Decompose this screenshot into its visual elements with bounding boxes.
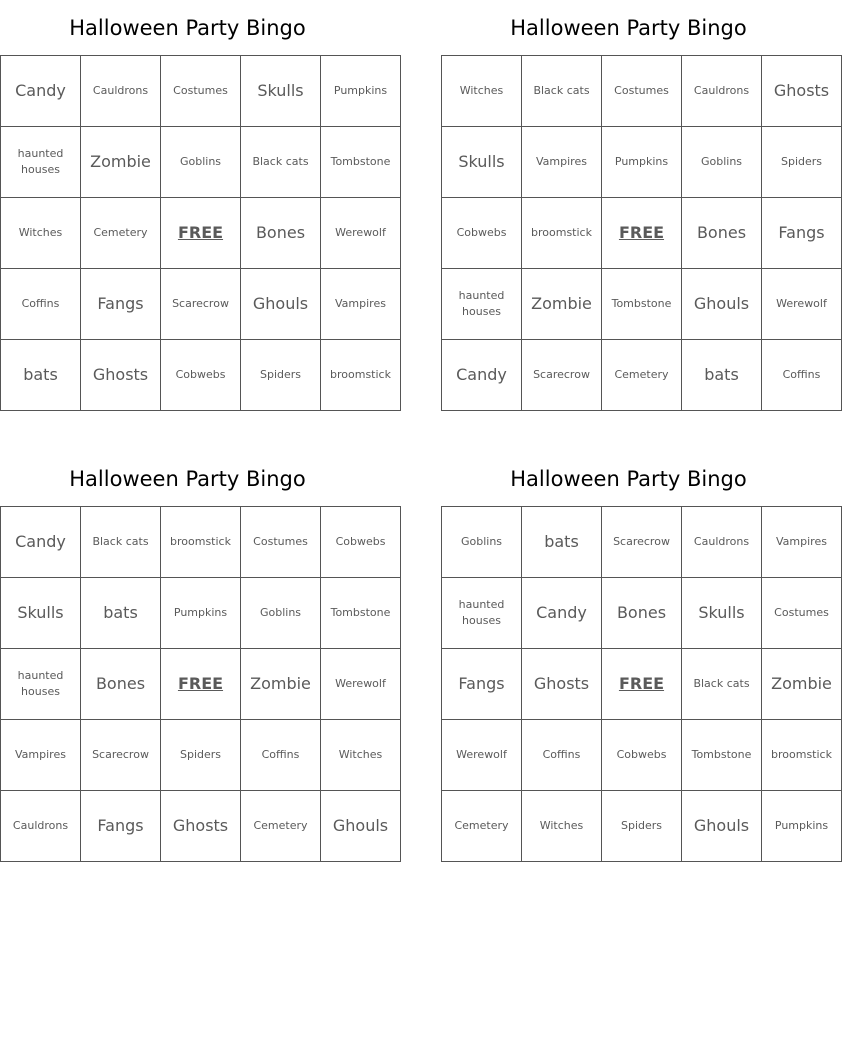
bingo-cell: Cauldrons — [1, 791, 81, 862]
bingo-grid — [441, 506, 842, 862]
bingo-cell: Tombstone — [321, 127, 401, 198]
bingo-row — [442, 198, 842, 269]
bingo-cell: Fangs — [81, 269, 161, 340]
bingo-row — [442, 127, 842, 198]
bingo-cell: Tombstone — [682, 720, 762, 791]
bingo-cell: bats — [1, 340, 81, 411]
bingo-cell: Skulls — [442, 127, 522, 198]
bingo-row — [1, 198, 401, 269]
bingo-cell: Coffins — [241, 720, 321, 791]
bingo-cell: Skulls — [1, 578, 81, 649]
bingo-cell: Pumpkins — [602, 127, 682, 198]
bingo-cell: broomstick — [522, 198, 602, 269]
bingo-cell: Spiders — [161, 720, 241, 791]
bingo-row — [442, 56, 842, 127]
bingo-grid — [0, 506, 401, 862]
bingo-cell: Candy — [442, 340, 522, 411]
bingo-cell: Ghouls — [241, 269, 321, 340]
bingo-cell: Cemetery — [442, 791, 522, 862]
bingo-row — [1, 507, 401, 578]
bingo-cell: Ghosts — [762, 56, 842, 127]
bingo-cell: Cobwebs — [161, 340, 241, 411]
bingo-cell: Black cats — [682, 649, 762, 720]
bingo-row — [442, 340, 842, 411]
bingo-cell: Costumes — [602, 56, 682, 127]
bingo-cell: Coffins — [1, 269, 81, 340]
card-title: Halloween Party Bingo — [69, 16, 306, 40]
bingo-row — [442, 507, 842, 578]
free-space: FREE — [602, 198, 682, 269]
free-space: FREE — [602, 649, 682, 720]
bingo-cell: haunted houses — [442, 269, 522, 340]
bingo-row — [1, 649, 401, 720]
bingo-cell: Costumes — [161, 56, 241, 127]
bingo-cell: haunted houses — [1, 649, 81, 720]
bingo-cell: bats — [81, 578, 161, 649]
bingo-row — [442, 649, 842, 720]
bingo-cell: Vampires — [321, 269, 401, 340]
bingo-cell: Zombie — [762, 649, 842, 720]
bingo-cell: Costumes — [241, 507, 321, 578]
bingo-cell: broomstick — [762, 720, 842, 791]
bingo-cell: Goblins — [682, 127, 762, 198]
bingo-cell: Fangs — [81, 791, 161, 862]
bingo-row — [442, 720, 842, 791]
bingo-cell: Ghosts — [81, 340, 161, 411]
bingo-cell: Cobwebs — [442, 198, 522, 269]
bingo-cell: Spiders — [602, 791, 682, 862]
bingo-cell: Scarecrow — [602, 507, 682, 578]
bingo-cell: Zombie — [81, 127, 161, 198]
bingo-cell: Cauldrons — [81, 56, 161, 127]
bingo-row — [1, 340, 401, 411]
bingo-cell: Cemetery — [602, 340, 682, 411]
bingo-cell: Bones — [602, 578, 682, 649]
bingo-cell: Pumpkins — [762, 791, 842, 862]
bingo-cell: Cemetery — [241, 791, 321, 862]
bingo-cell: broomstick — [161, 507, 241, 578]
bingo-cell: Tombstone — [602, 269, 682, 340]
bingo-cell: Ghouls — [682, 791, 762, 862]
bingo-cell: bats — [522, 507, 602, 578]
bingo-row — [442, 791, 842, 862]
card-title: Halloween Party Bingo — [510, 467, 747, 491]
bingo-row — [442, 578, 842, 649]
bingo-cell: Zombie — [522, 269, 602, 340]
bingo-row — [1, 791, 401, 862]
bingo-cell: Scarecrow — [161, 269, 241, 340]
bingo-cell: Cauldrons — [682, 56, 762, 127]
bingo-cell: Ghosts — [522, 649, 602, 720]
bingo-row — [1, 269, 401, 340]
bingo-cell: Vampires — [762, 507, 842, 578]
bingo-cell: Zombie — [241, 649, 321, 720]
bingo-cell: Ghosts — [161, 791, 241, 862]
bingo-row — [1, 127, 401, 198]
bingo-cell: Witches — [442, 56, 522, 127]
bingo-cell: Cemetery — [81, 198, 161, 269]
bingo-cell: Fangs — [762, 198, 842, 269]
bingo-cell: Goblins — [442, 507, 522, 578]
bingo-cell: Pumpkins — [161, 578, 241, 649]
bingo-cell: Costumes — [762, 578, 842, 649]
bingo-cell: Werewolf — [442, 720, 522, 791]
bingo-cell: Black cats — [81, 507, 161, 578]
bingo-cell: Pumpkins — [321, 56, 401, 127]
bingo-cell: Vampires — [1, 720, 81, 791]
bingo-grid — [441, 55, 842, 411]
bingo-cell: haunted houses — [1, 127, 81, 198]
bingo-cell: Tombstone — [321, 578, 401, 649]
bingo-cell: Vampires — [522, 127, 602, 198]
bingo-cell: Candy — [522, 578, 602, 649]
bingo-cell: Bones — [81, 649, 161, 720]
card-title: Halloween Party Bingo — [69, 467, 306, 491]
bingo-cell: Werewolf — [321, 649, 401, 720]
bingo-cell: Werewolf — [321, 198, 401, 269]
bingo-cell: Spiders — [762, 127, 842, 198]
bingo-cell: Witches — [321, 720, 401, 791]
bingo-cell: Ghouls — [321, 791, 401, 862]
bingo-cell: Witches — [1, 198, 81, 269]
free-space: FREE — [161, 198, 241, 269]
bingo-cell: Werewolf — [762, 269, 842, 340]
bingo-cell: Skulls — [682, 578, 762, 649]
bingo-row — [1, 578, 401, 649]
bingo-cell: Cobwebs — [602, 720, 682, 791]
bingo-row — [1, 720, 401, 791]
bingo-cell: Ghouls — [682, 269, 762, 340]
bingo-cell: haunted houses — [442, 578, 522, 649]
bingo-cell: Goblins — [161, 127, 241, 198]
bingo-cell: Cauldrons — [682, 507, 762, 578]
bingo-cell: Candy — [1, 56, 81, 127]
bingo-cell: Black cats — [522, 56, 602, 127]
bingo-cell: bats — [682, 340, 762, 411]
free-space: FREE — [161, 649, 241, 720]
bingo-cell: Skulls — [241, 56, 321, 127]
bingo-cell: Scarecrow — [81, 720, 161, 791]
bingo-cell: Black cats — [241, 127, 321, 198]
bingo-cell: Coffins — [522, 720, 602, 791]
bingo-grid — [0, 55, 401, 411]
bingo-cell: Cobwebs — [321, 507, 401, 578]
bingo-row — [1, 56, 401, 127]
bingo-cell: Candy — [1, 507, 81, 578]
bingo-cell: Goblins — [241, 578, 321, 649]
bingo-cell: Spiders — [241, 340, 321, 411]
card-title: Halloween Party Bingo — [510, 16, 747, 40]
bingo-cell: Fangs — [442, 649, 522, 720]
bingo-cell: Bones — [241, 198, 321, 269]
bingo-cell: Coffins — [762, 340, 842, 411]
bingo-cell: broomstick — [321, 340, 401, 411]
bingo-cell: Scarecrow — [522, 340, 602, 411]
bingo-row — [442, 269, 842, 340]
bingo-cell: Witches — [522, 791, 602, 862]
bingo-cell: Bones — [682, 198, 762, 269]
